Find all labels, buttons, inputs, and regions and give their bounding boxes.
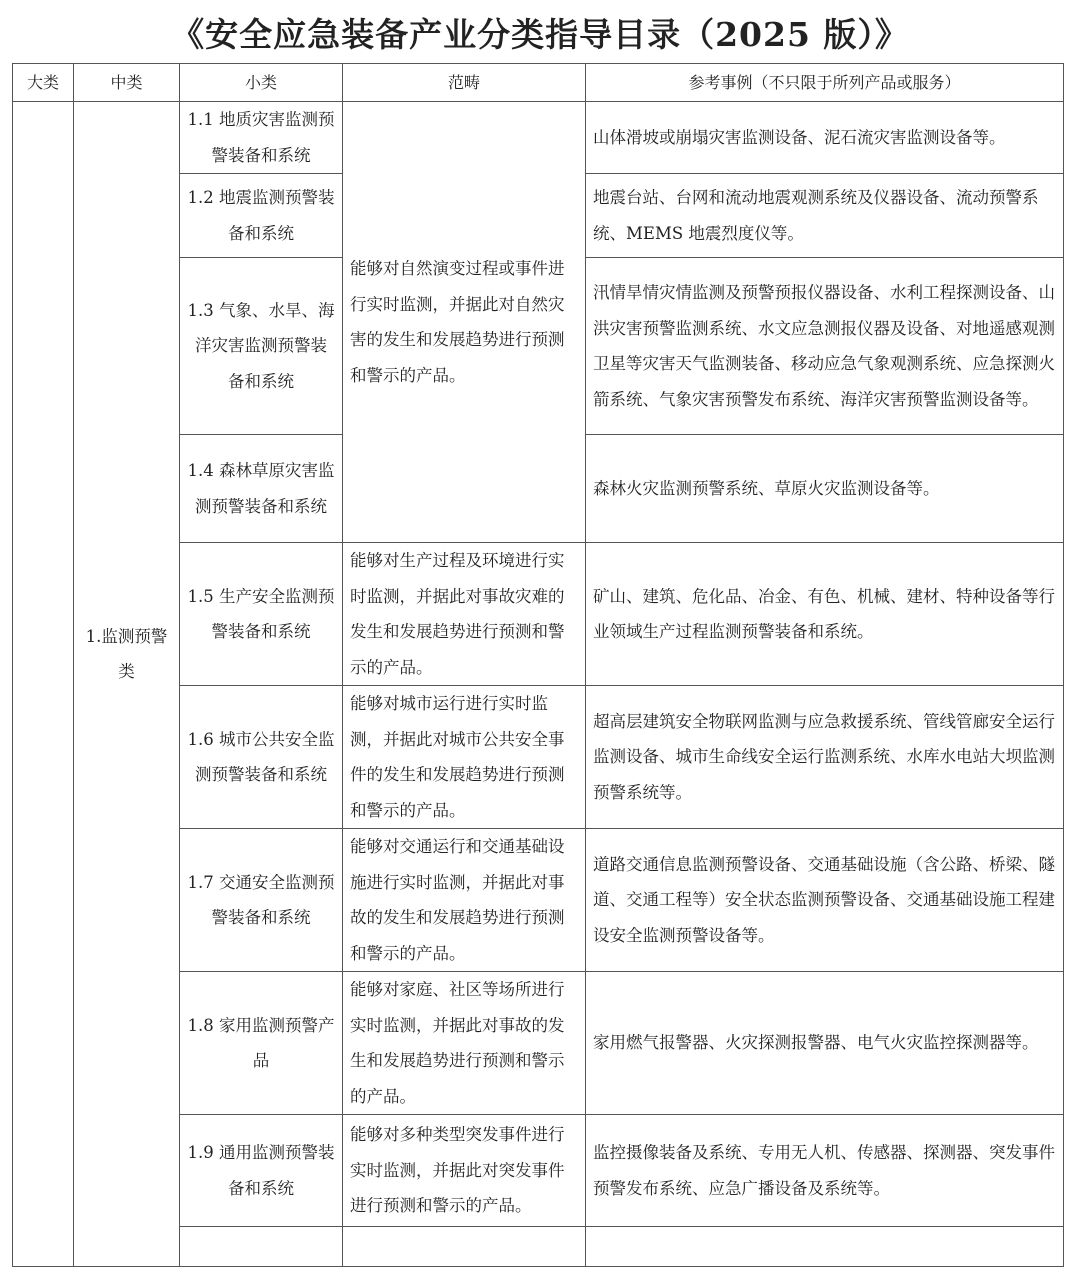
examples-cell: 汛情旱情灾情监测及预警预报仪器设备、水利工程探测设备、山洪灾害预警监测系统、水文应急测报仪器及设备、对地遥感观测卫星等灾害天气监测装备、移动应急气象观测系统、应急探测火箭系统、气象灾害预警发布系统、海洋灾害预警监测设备等。 — [586, 258, 1064, 435]
empty-cell — [343, 1227, 586, 1267]
examples-cell: 森林火灾监测预警系统、草原火灾监测设备等。 — [586, 435, 1064, 543]
scope-cell: 能够对多种类型突发事件进行实时监测，并据此对突发事件进行预测和警示的产品。 — [343, 1115, 586, 1227]
examples-cell: 道路交通信息监测预警设备、交通基础设施（含公路、桥梁、隧道、交通工程等）安全状态监测预警设备、交通基础设施工程建设安全监测预警设备等。 — [586, 829, 1064, 972]
sub-category-cell: 1.8 家用监测预警产品 — [180, 972, 343, 1115]
header-major-category: 大类 — [13, 64, 74, 102]
header-examples: 参考事例（不只限于所列产品或服务） — [586, 64, 1064, 102]
examples-cell: 山体滑坡或崩塌灾害监测设备、泥石流灾害监测设备等。 — [586, 102, 1064, 174]
sub-category-cell: 1.4 森林草原灾害监测预警装备和系统 — [180, 435, 343, 543]
sub-category-cell: 1.6 城市公共安全监测预警装备和系统 — [180, 686, 343, 829]
sub-category-cell: 1.7 交通安全监测预警装备和系统 — [180, 829, 343, 972]
header-sub-category: 小类 — [180, 64, 343, 102]
sub-category-cell: 1.3 气象、水旱、海洋灾害监测预警装备和系统 — [180, 258, 343, 435]
sub-category-cell: 1.5 生产安全监测预警装备和系统 — [180, 543, 343, 686]
header-scope: 范畴 — [343, 64, 586, 102]
examples-cell: 监控摄像装备及系统、专用无人机、传感器、探测器、突发事件预警发布系统、应急广播设备及系统等。 — [586, 1115, 1064, 1227]
scope-cell: 能够对城市运行进行实时监测，并据此对城市公共安全事件的发生和发展趋势进行预测和警示的产品。 — [343, 686, 586, 829]
scope-cell: 能够对生产过程及环境进行实时监测，并据此对事故灾难的发生和发展趋势进行预测和警示的产品。 — [343, 543, 586, 686]
scope-cell: 能够对自然演变过程或事件进行实时监测，并据此对自然灾害的发生和发展趋势进行预测和警示的产品。 — [343, 102, 586, 543]
examples-cell: 家用燃气报警器、火灾探测报警器、电气火灾监控探测器等。 — [586, 972, 1064, 1115]
sub-category-cell: 1.1 地质灾害监测预警装备和系统 — [180, 102, 343, 174]
middle-category-cell: 1.监测预警类 — [74, 102, 180, 1267]
catalog-table — [12, 63, 1064, 1267]
empty-cell — [180, 1227, 343, 1267]
table-row — [13, 102, 1064, 174]
header-middle-category: 中类 — [74, 64, 180, 102]
scope-cell: 能够对交通运行和交通基础设施进行实时监测，并据此对事故的发生和发展趋势进行预测和警示的产品。 — [343, 829, 586, 972]
scope-cell: 能够对家庭、社区等场所进行实时监测，并据此对事故的发生和发展趋势进行预测和警示的产品。 — [343, 972, 586, 1115]
table-header-row — [13, 64, 1064, 102]
empty-cell — [586, 1227, 1064, 1267]
sub-category-cell: 1.2 地震监测预警装备和系统 — [180, 174, 343, 258]
examples-cell: 地震台站、台网和流动地震观测系统及仪器设备、流动预警系统、MEMS 地震烈度仪等。 — [586, 174, 1064, 258]
examples-cell: 矿山、建筑、危化品、冶金、有色、机械、建材、特种设备等行业领域生产过程监测预警装备和系统。 — [586, 543, 1064, 686]
examples-cell: 超高层建筑安全物联网监测与应急救援系统、管线管廊安全运行监测设备、城市生命线安全运行监测系统、水库水电站大坝监测预警系统等。 — [586, 686, 1064, 829]
sub-category-cell: 1.9 通用监测预警装备和系统 — [180, 1115, 343, 1227]
major-category-cell — [13, 102, 74, 1267]
document-title: 《安全应急装备产业分类指导目录（2025 版）》 — [171, 15, 909, 54]
